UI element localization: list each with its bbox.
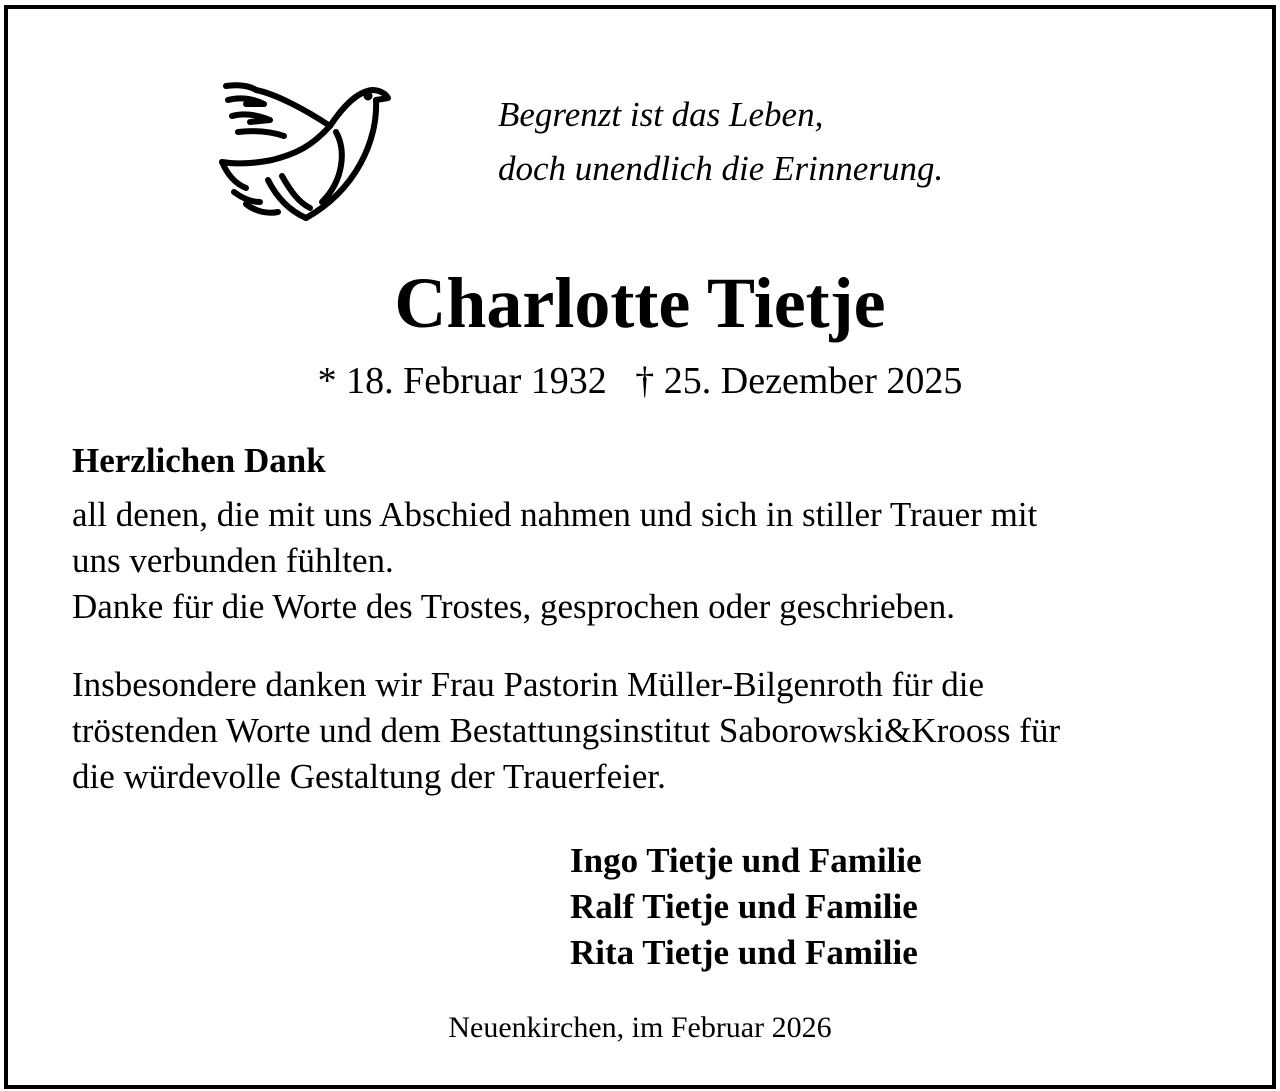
place-and-date: Neuenkirchen, im Februar 2026	[448, 1011, 832, 1044]
signature-line: Rita Tietje und Familie	[570, 933, 918, 972]
family-signatures	[570, 838, 922, 976]
deceased-name: Charlotte Tietje	[394, 263, 886, 343]
text-line: Danke für die Worte des Trostes, gesprochen oder geschrieben.	[72, 587, 955, 626]
signature-line: Ralf Tietje und Familie	[570, 887, 918, 926]
text-line: die würdevolle Gestaltung der Trauerfeier.	[72, 757, 666, 796]
dove-icon	[216, 80, 396, 230]
signature-line: Ingo Tietje und Familie	[570, 841, 922, 880]
text-line: tröstenden Worte und dem Bestattungsinstitut Saborowski&Krooss für	[72, 711, 1061, 750]
life-dates: * 18. Februar 1932 † 25. Dezember 2025	[317, 360, 963, 402]
thanks-heading: Herzlichen Dank	[72, 441, 326, 480]
quote-line-1: Begrenzt ist das Leben,	[498, 95, 824, 134]
memorial-quote	[498, 88, 943, 196]
thanks-paragraph-1	[72, 492, 1037, 630]
quote-line-2: doch unendlich die Erinnerung.	[498, 149, 944, 188]
text-line: uns verbunden fühlten.	[72, 541, 394, 580]
text-line: all denen, die mit uns Abschied nahmen und sich in stiller Trauer mit	[72, 495, 1038, 534]
thanks-paragraph-2	[72, 662, 1060, 800]
text-line: Insbesondere danken wir Frau Pastorin Müller-Bilgenroth für die	[72, 665, 984, 704]
